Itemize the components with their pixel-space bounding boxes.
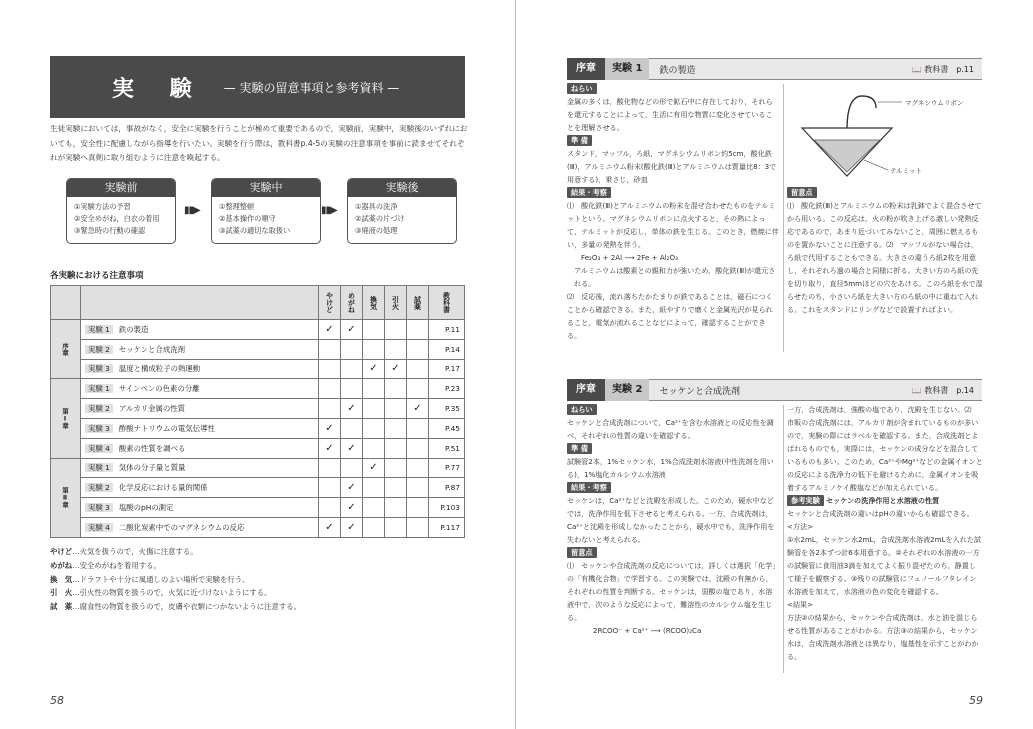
check-cell <box>363 517 385 537</box>
check-cell <box>319 399 341 419</box>
check-cell <box>319 359 341 379</box>
textbook-page-cell: P.35 <box>429 399 465 419</box>
check-cell <box>385 320 407 340</box>
flow-item: ①器具の洗浄 <box>355 202 398 211</box>
table-row <box>51 379 465 399</box>
flow-box-after <box>347 178 457 244</box>
notes-list <box>50 545 301 614</box>
check-cell <box>319 339 341 359</box>
check-cell <box>385 379 407 399</box>
prep-text: スタンド，マッフル，ろ紙，マグネシウムリボン約5cm，酸化鉄(Ⅲ)，アルミニウム粉末(酸化鉄(Ⅲ)とアルミニウムは質量比8：3で用意する)，乗さじ，砂皿 <box>567 149 777 184</box>
result-text: ⑵ 反応後，流れ落ちたかたまりが鉄であることは，磁石につくことから確認できる。また，紙やすりで磨くと金属光沢が見られること，電気が流れることなどによって，確認することができる。 <box>567 292 773 340</box>
experiment-cell: 実験 4 二酸化炭素中でのマグネシウムの反応 <box>81 517 319 537</box>
check-cell: ✓ <box>341 320 363 340</box>
exp2-header <box>567 379 982 401</box>
experiment-cell: 実験 1 鉄の製造 <box>81 320 319 340</box>
textbook-ref: 📖 教科書 p.14 <box>911 385 974 395</box>
flow-item: ③廃液の処理 <box>355 226 398 235</box>
textbook-page-cell: P.117 <box>429 517 465 537</box>
aim-text: 金属の多くは，酸化物などの形で鉱石中に存在しており，それらを還元することによって，生活に有用な物質に変化させていることを理解させる。 <box>567 97 773 132</box>
label-note: 留意点 <box>567 547 597 558</box>
label-result: 結果・考察 <box>567 482 611 493</box>
check-cell: ✓ <box>363 359 385 379</box>
experiment-cell: 実験 2 化学反応における量的関係 <box>81 478 319 498</box>
flow-box-before <box>66 178 176 244</box>
textbook-page-cell: P.51 <box>429 438 465 458</box>
experiment-cell: 実験 1 サインペンの色素の分離 <box>81 379 319 399</box>
check-cell <box>407 359 429 379</box>
col-header: 教科書 <box>429 286 465 320</box>
section-banner <box>50 56 465 118</box>
flow-box-during <box>211 178 321 244</box>
chapter-cell: 序章 <box>51 320 81 379</box>
banner-title: 実 験 <box>112 75 206 102</box>
page-number: 58 <box>50 694 64 707</box>
textbook-page-cell: P.14 <box>429 339 465 359</box>
check-cell <box>407 418 429 438</box>
check-cell: ✓ <box>341 498 363 518</box>
exp2-main-column <box>567 403 779 637</box>
table-row <box>51 498 465 518</box>
equation: 2RCOO⁻ + Ca²⁺ ⟶ (RCOO)₂Ca <box>593 626 702 635</box>
note-item: 換 気…ドラフトや十分に風通しのよい場所で実験を行う。 <box>50 574 250 584</box>
check-cell <box>407 478 429 498</box>
check-cell <box>385 438 407 458</box>
method-heading: <方法> <box>787 522 814 531</box>
flow-item: ①整理整頓 <box>219 202 255 211</box>
exp-title: 鉄の製造 <box>659 65 696 76</box>
check-cell <box>363 320 385 340</box>
check-cell <box>385 498 407 518</box>
experiment-cell: 実験 2 アルカリ金属の性質 <box>81 399 319 419</box>
label-aim: ねらい <box>567 83 597 94</box>
flow-item: ①実験方法の予習 <box>74 202 131 211</box>
check-cell <box>385 517 407 537</box>
table-caption: 各実験における注意事項 <box>50 271 144 281</box>
check-cell <box>385 339 407 359</box>
col-header: めがね <box>341 286 363 320</box>
exp-number: 実験 2 <box>605 379 649 401</box>
reference-body: セッケンと合成洗剤の違いはpHの違いからも確認できる。 <box>787 509 974 518</box>
textbook-ref: 📖 教科書 p.11 <box>911 64 974 74</box>
note-text: ⑴ 酸化鉄(Ⅲ)とアルミニウムの粉末は乳鉢でよく混合させてから用いる。この反応は，火の粉が吹き上げる激しい発熱反応であるので，あまり近づいてみないこと，周囲に燃えるものを置かないことに注意する。⑵ マッフルがない場合は，ろ紙で代用することもできる。大きさの違うろ紙2枚を用意し，それぞれろ過の場合と同様に折る。大きい方のろ紙の先を切り取り，直径5mmほどの穴をあける。このろ紙を水で湿らせたのち，小さいろ紙を大きい方のろ紙の中に重ねて入れる。これをスタンドにリングなどで設置すればよい。 <box>787 201 983 314</box>
experiment-cell: 実験 4 酸素の性質を調べる <box>81 438 319 458</box>
table-row <box>51 478 465 498</box>
flow-title: 実験前 <box>67 179 175 197</box>
check-cell <box>363 339 385 359</box>
check-cell <box>385 478 407 498</box>
textbook-page-cell: P.87 <box>429 478 465 498</box>
check-cell <box>385 458 407 478</box>
textbook-page-cell: P.17 <box>429 359 465 379</box>
check-cell <box>341 458 363 478</box>
check-cell: ✓ <box>319 418 341 438</box>
note-item: 試 薬…腐食性の物質を扱うので，皮膚や衣類につかないように注意する。 <box>50 602 302 612</box>
textbook-page-cell: P.103 <box>429 498 465 518</box>
exp-title: セッケンと合成洗剤 <box>659 386 741 397</box>
equation: Fe₂O₃ + 2Al ⟶ 2Fe + Al₂O₃ <box>581 253 678 262</box>
textbook-page-cell: P.23 <box>429 379 465 399</box>
figure-label: テルミット <box>890 167 923 175</box>
note-text: ⑴ セッケンや合成洗剤の反応については，詳しくは選択「化学」の「有機化合物」で学習する。この実験では，沈殿の有無から，それぞれの性質を判断する。セッケンは，弱酸の塩であり，水溶液中で，次のような反応によって，難溶性のカルシウム塩を生じる。 <box>567 561 776 622</box>
result-text: アルミニウムは酸素との親和力が強いため，酸化鉄(Ⅲ)が還元される。 <box>574 266 776 288</box>
check-cell <box>385 418 407 438</box>
check-cell: ✓ <box>363 458 385 478</box>
flow-title: 実験中 <box>212 179 320 197</box>
check-cell: ✓ <box>319 320 341 340</box>
check-cell: ✓ <box>319 438 341 458</box>
check-cell <box>407 498 429 518</box>
prep-text: 試験管2本，1%セッケン水，1%合成洗剤水溶液(中性洗剤を用いる)，1%塩化カルシウム水溶液 <box>567 457 774 479</box>
table-row <box>51 458 465 478</box>
check-cell: ✓ <box>407 399 429 419</box>
col-header: 試薬 <box>407 286 429 320</box>
flow-arrow-icon: ▮▮▶ <box>321 205 337 216</box>
check-cell <box>363 478 385 498</box>
check-cell <box>407 379 429 399</box>
check-cell <box>407 438 429 458</box>
note-item: 引 火…引火性の物質を扱うので，火気に近づけないようにする。 <box>50 588 272 598</box>
check-cell <box>341 359 363 379</box>
check-cell: ✓ <box>341 478 363 498</box>
textbook-page-cell: P.11 <box>429 320 465 340</box>
experiment-cell: 実験 3 酢酸ナトリウムの電気伝導性 <box>81 418 319 438</box>
right-page <box>517 0 1033 729</box>
check-cell: ✓ <box>341 438 363 458</box>
check-cell <box>363 438 385 458</box>
chapter-cell: 第Ⅱ章 <box>51 458 81 537</box>
check-cell <box>407 320 429 340</box>
intro-text: 生徒実験においては，事故がなく，安全に実験を行うことが極めて重要であるので，実験前，実験中，実験後のいずれにおいても，安全性に配慮しながら指導を行いたい。実験を行う際は，教科書p.4-5の実験の注意事項を事前に読ませてそれぞれが実験へ真剣に取り組むように注意を喚起する。 <box>50 124 468 162</box>
label-reference: 参考実験 <box>787 495 824 506</box>
experiment-cell: 実験 2 セッケンと合成洗剤 <box>81 339 319 359</box>
banner-subtitle: — 実験の留意事項と参考資料 — <box>223 80 400 95</box>
col-header: 換気 <box>363 286 385 320</box>
note-item: やけど…火気を扱うので，火傷に注意する。 <box>50 547 198 556</box>
label-prep: 準 備 <box>567 443 592 454</box>
result-text: セッケンは，Ca²⁺などと沈殿を形成した。このため，硬水中などでは，洗浄作用を低下させると考えられる。一方，合成洗剤は，Ca²⁺と沈殿を形成しなかったことから，硬水中でも，洗浄作用を失わないと考えられる。 <box>567 496 775 544</box>
textbook-page-cell: P.77 <box>429 458 465 478</box>
flow-item: ②基本操作の順守 <box>219 214 276 223</box>
chapter-tag: 序章 <box>567 379 605 401</box>
reference-title: セッケンの洗浄作用と水溶液の性質 <box>826 496 940 505</box>
table-row <box>51 359 465 379</box>
note-text: 一方，合成洗剤は，強酸の塩であり，沈殿を生じない。⑵ 市販の合成洗剤には，アルカリ剤が含まれているものが多いので，実験の際にはラベルを確認する。また，合成洗剤とよばれるものでも，実際には，セッケンの成分などを混合しているものも多い。このため，Ca²⁺やMg²⁺などの金属イオンとの反応による洗浄力の低下を避けるために，金属イオンを吸着するアルミノケイ酸塩などが加えられている。 <box>787 405 983 492</box>
label-aim: ねらい <box>567 404 597 415</box>
flow-item: ③試薬の適切な取扱い <box>219 226 291 235</box>
exp1-side-column <box>787 186 983 316</box>
table-row <box>51 339 465 359</box>
label-prep: 準 備 <box>567 135 592 146</box>
table-row <box>51 399 465 419</box>
check-cell <box>407 517 429 537</box>
flow-title: 実験後 <box>348 179 456 197</box>
chapter-tag: 序章 <box>567 58 605 80</box>
check-cell <box>319 458 341 478</box>
experiment-cell: 実験 1 気体の分子量と質量 <box>81 458 319 478</box>
result-heading: <結果> <box>787 600 814 609</box>
result-text: 方法②の結果から，セッケンや合成洗剤は，水と油を混じらせる性質があることがわかる。方法③の結果から，セッケン水は，合成洗剤水溶液とは異なり，塩基性を示すことがわかる。 <box>787 613 979 661</box>
col-header: やけど <box>319 286 341 320</box>
result-text: ⑴ 酸化鉄(Ⅲ)とアルミニウムの粉末を混ぜ合わせたものをテルミットという。マグネシウムリボンに点火すると，その熱によって，テルミットが反応し，単体の鉄を生じる。このとき，燃焼に伴い，多量の発熱を伴う。 <box>567 201 779 249</box>
check-cell: ✓ <box>341 399 363 419</box>
precautions-table <box>50 285 465 538</box>
method-text: ①水2mL，セッケン水2mL，合成洗剤水溶液2mLを入れた試験管を各2本ずつ計6本用意する。②それぞれの水溶液の一方の試験管に食用油3滴を加えてよく振り混ぜたのち，静置して様子を観察する。③残りの試験管にフェノールフタレイン水溶液を加えて，水溶液の色の変化を確認する。 <box>787 535 982 596</box>
check-cell <box>319 498 341 518</box>
check-cell <box>407 339 429 359</box>
table-row <box>51 517 465 537</box>
check-cell: ✓ <box>341 517 363 537</box>
flow-item: ③緊急時の行動の確認 <box>74 226 146 235</box>
left-page <box>0 0 516 729</box>
exp-number: 実験 1 <box>605 58 649 80</box>
textbook-page-cell: P.45 <box>429 418 465 438</box>
check-cell <box>363 399 385 419</box>
label-result: 結果・考察 <box>567 187 611 198</box>
col-header: 引火 <box>385 286 407 320</box>
check-cell <box>385 399 407 419</box>
column-divider <box>783 84 784 352</box>
figure-label: マグネシウムリボン <box>905 99 964 107</box>
check-cell <box>363 498 385 518</box>
aim-text: セッケンと合成洗剤について，Ca²⁺を含む水溶液との反応性を調べ，それぞれの性質の違いを確認する。 <box>567 418 774 440</box>
chapter-cell: 第Ⅰ章 <box>51 379 81 458</box>
flow-item: ②安全めがね，白衣の着用 <box>74 214 160 223</box>
check-cell <box>319 379 341 399</box>
check-cell <box>341 379 363 399</box>
check-cell <box>363 379 385 399</box>
page-number: 59 <box>969 694 983 707</box>
check-cell <box>341 418 363 438</box>
exp1-main-column <box>567 82 779 342</box>
table-header-row <box>51 286 465 320</box>
experiment-cell: 実験 3 塩酸のpHの測定 <box>81 498 319 518</box>
table-row <box>51 320 465 340</box>
column-divider <box>783 405 784 673</box>
check-cell <box>363 418 385 438</box>
flow-item: ②試薬の片づけ <box>355 214 405 223</box>
check-cell <box>407 458 429 478</box>
check-cell <box>319 478 341 498</box>
table-row <box>51 418 465 438</box>
exp2-side-column <box>787 403 983 663</box>
note-item: めがね…安全めがねを着用する。 <box>50 560 161 570</box>
check-cell <box>341 339 363 359</box>
flow-arrow-icon: ▮▮▶ <box>184 205 200 216</box>
experiment-cell: 実験 3 温度と構成粒子の熱運動 <box>81 359 319 379</box>
table-row <box>51 438 465 458</box>
check-cell: ✓ <box>319 517 341 537</box>
exp1-header <box>567 58 982 80</box>
check-cell: ✓ <box>385 359 407 379</box>
label-note: 留意点 <box>787 187 817 198</box>
